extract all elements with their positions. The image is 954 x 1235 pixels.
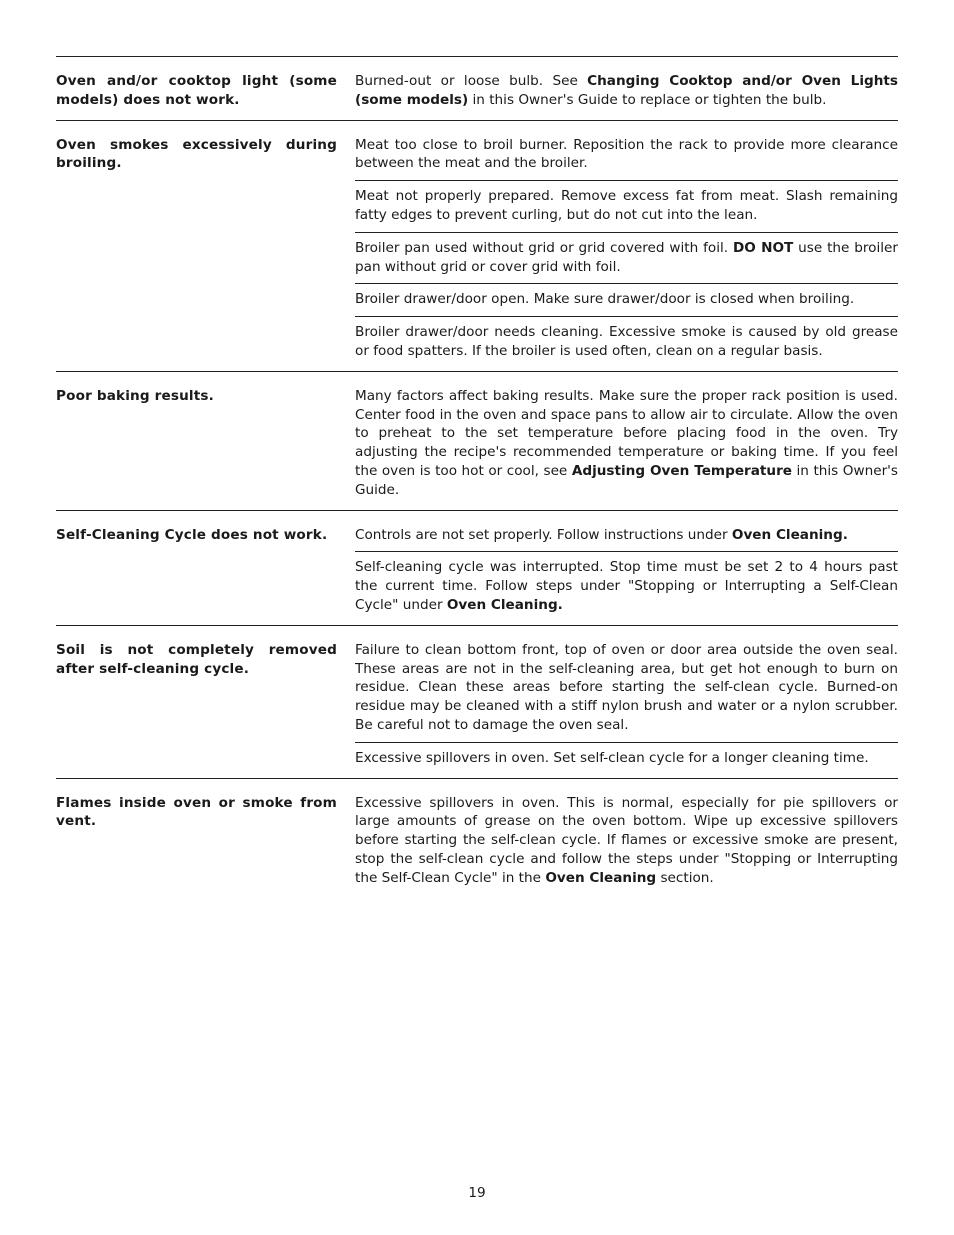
cause-text: use the broiler pan without grid or cover grid with foil. [355, 239, 898, 275]
problem-text: Flames inside oven or smoke from vent. [56, 794, 337, 830]
cause-emphasis: Oven Cleaning. [731, 526, 848, 543]
cause-text: section. [656, 869, 714, 886]
cause-text: Broiler drawer/door open. Make sure drawer/door is closed when broiling. [355, 291, 855, 308]
causes-list [355, 72, 898, 110]
cause-text: Excessive spillovers in oven. This is normal, especially for pie spillovers or large amounts of grease on the oven bottom. Wipe up excessive spillovers before starting the self-clean cycle. If flames or excessive smoke are present, stop the self-clean cycle and follow the steps under "Stopping or Interrupting the Self-Clean Cycle" in the [355, 794, 898, 886]
cause-text: Controls are not set properly. Follow instructions under [355, 526, 732, 543]
table-row [56, 511, 898, 626]
cause-item [355, 387, 898, 500]
cause-text: Broiler drawer/door needs cleaning. Excessive smoke is caused by old grease or food spatters. If the broiler is used often, clean on a regular basis. [355, 324, 898, 359]
table-row [56, 121, 898, 372]
cause-emphasis: Changing Cooktop and/or Oven Lights (some models) [355, 73, 898, 108]
cause-text: Many factors affect baking results. Make sure the proper rack position is used. Center food in the oven and space pans to allow air to circulate. Allow the oven to preheat to the set temperature before placing food in the oven. Try adjusting the recipe's recommended temperature or baking time. If you feel the oven is too hot or cool, see [355, 387, 898, 479]
causes-list [355, 136, 898, 361]
cause-item [355, 72, 898, 110]
table-row [56, 626, 898, 779]
cause-item [355, 316, 898, 361]
problem-text: Poor baking results. [56, 387, 214, 404]
troubleshooting-table [56, 57, 898, 898]
cause-emphasis: Adjusting Oven Temperature [571, 462, 793, 479]
cause-emphasis: DO NOT [732, 239, 794, 256]
problem-text: Self-Cleaning Cycle does not work. [56, 526, 328, 543]
cause-emphasis: Oven Cleaning. [446, 596, 563, 613]
cause-text: Broiler pan used without grid or grid covered with foil. [355, 239, 733, 256]
problem-text: Oven and/or cooktop light (some models) does not work. [56, 73, 337, 108]
cause-item [355, 551, 898, 614]
page-number: 19 [468, 1185, 486, 1201]
cause-text: Burned-out or loose bulb. See [355, 73, 588, 89]
cause-item [355, 180, 898, 225]
cause-text: Excessive spillovers in oven. Set self-clean cycle for a longer cleaning time. [355, 749, 869, 766]
cause-item [355, 526, 898, 545]
cause-text: Failure to clean bottom front, top of oven or door area outside the oven seal. These areas are not in the self-cleaning area, but get hot enough to burn on residue. Clean these areas before starting the self-clean cycle. Burned-on residue may be cleaned with a stiff nylon brush and water or a nylon scrubber. Be careful not to damage the oven seal. [355, 641, 898, 733]
cause-item [355, 283, 898, 309]
cause-item [355, 232, 898, 277]
cause-item [355, 641, 898, 735]
cause-text: Meat too close to broil burner. Reposition the rack to provide more clearance between the meat and the broiler. [355, 136, 898, 172]
table-row [56, 372, 898, 511]
problem-text: Oven smokes excessively during broiling. [56, 136, 337, 172]
cause-item [355, 742, 898, 768]
problem-text: Soil is not completely removed after self-cleaning cycle. [56, 641, 337, 677]
cause-emphasis: Oven Cleaning [545, 869, 657, 886]
causes-list [355, 641, 898, 768]
causes-list [355, 794, 898, 888]
cause-item [355, 794, 898, 888]
causes-list [355, 526, 898, 615]
table-row [56, 779, 898, 898]
causes-list [355, 387, 898, 500]
cause-text: Self-cleaning cycle was interrupted. Stop time must be set 2 to 4 hours past the current time. Follow steps under "Stopping or Interrupting a Self-Clean Cycle" under [355, 559, 898, 613]
cause-text: in this Owner's Guide to replace or tighten the bulb. [468, 91, 827, 108]
cause-text: in this Owner's Guide. [355, 462, 898, 498]
cause-item [355, 136, 898, 174]
cause-text: Meat not properly prepared. Remove excess fat from meat. Slash remaining fatty edges to prevent curling, but do not cut into the lean. [355, 188, 898, 223]
table-row [56, 57, 898, 121]
